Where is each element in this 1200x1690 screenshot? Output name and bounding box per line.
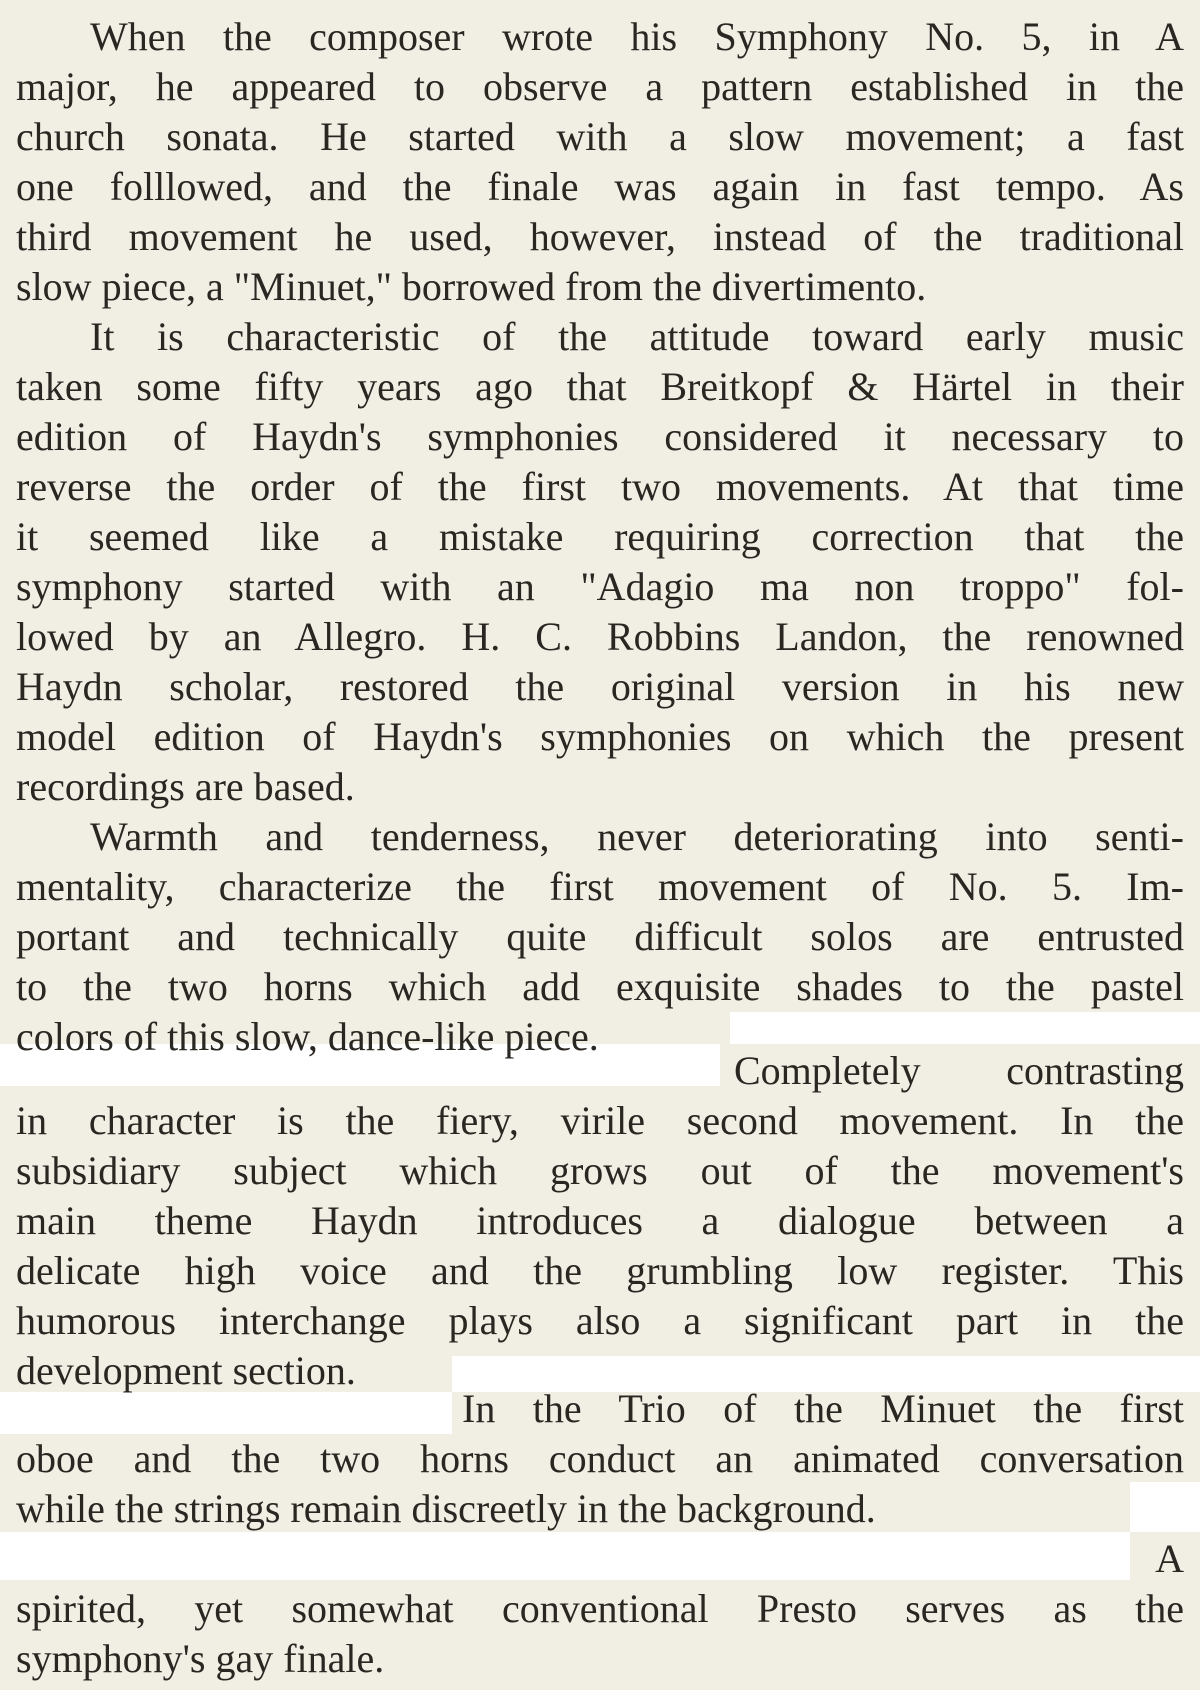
text-line: delicate high voice and the grumbling low register. This [16, 1248, 1184, 1293]
text-line: major, he appeared to observe a pattern established in the [16, 64, 1184, 109]
text-line: symphony's gay finale. [16, 1636, 385, 1681]
text-line: slow piece, a "Minuet," borrowed from the divertimento. [16, 264, 927, 309]
text-line: one folllowed, and the finale was again in fast tempo. As [16, 164, 1184, 209]
redaction-block [0, 1392, 452, 1434]
text-line: to the two horns which add exquisite shades to the pastel [16, 964, 1184, 1009]
text-line: mentality, characterize the first movement of No. 5. Im- [16, 864, 1184, 909]
text-line: subsidiary subject which grows out of the movement's [16, 1148, 1184, 1193]
text-line: recordings are based. [16, 764, 355, 809]
text-line: humorous interchange plays also a significant part in the [16, 1298, 1184, 1343]
text-line: edition of Haydn's symphonies considered it necessary to [16, 414, 1184, 459]
text-line: reverse the order of the first two movements. At that time [16, 464, 1184, 509]
text-line: In the Trio of the Minuet the first [462, 1386, 1184, 1431]
text-line: church sonata. He started with a slow movement; a fast [16, 114, 1184, 159]
text-line: When the composer wrote his Symphony No. 5, in A [90, 14, 1184, 59]
text-line: Haydn scholar, restored the original version in his new [16, 664, 1184, 709]
text-line: colors of this slow, dance-like piece. [16, 1014, 599, 1059]
text-line: main theme Haydn introduces a dialogue between a [16, 1198, 1184, 1243]
text-line: third movement he used, however, instead of the traditional [16, 214, 1184, 259]
text-line: in character is the fiery, virile second movement. In the [16, 1098, 1184, 1143]
text-line: symphony started with an "Adagio ma non troppo" fol- [16, 564, 1184, 609]
text-line: taken some fifty years ago that Breitkopf & Härtel in their [16, 364, 1184, 409]
text-line: while the strings remain discreetly in the background. [16, 1486, 876, 1531]
text-line: it seemed like a mistake requiring correction that the [16, 514, 1184, 559]
text-line: portant and technically quite difficult solos are entrusted [16, 914, 1184, 959]
text-line: lowed by an Allegro. H. C. Robbins Landon, the renowned [16, 614, 1184, 659]
text-line: A [1155, 1536, 1184, 1581]
text-line: development section. [16, 1348, 356, 1393]
text-line: Completely contrasting [734, 1048, 1184, 1093]
text-line: It is characteristic of the attitude toward early music [90, 314, 1184, 359]
text-line: Warmth and tenderness, never deteriorating into senti- [90, 814, 1184, 859]
text-line: spirited, yet somewhat conventional Presto serves as the [16, 1586, 1184, 1631]
text-line: model edition of Haydn's symphonies on which the present [16, 714, 1184, 759]
text-line: oboe and the two horns conduct an animated conversation [16, 1436, 1184, 1481]
